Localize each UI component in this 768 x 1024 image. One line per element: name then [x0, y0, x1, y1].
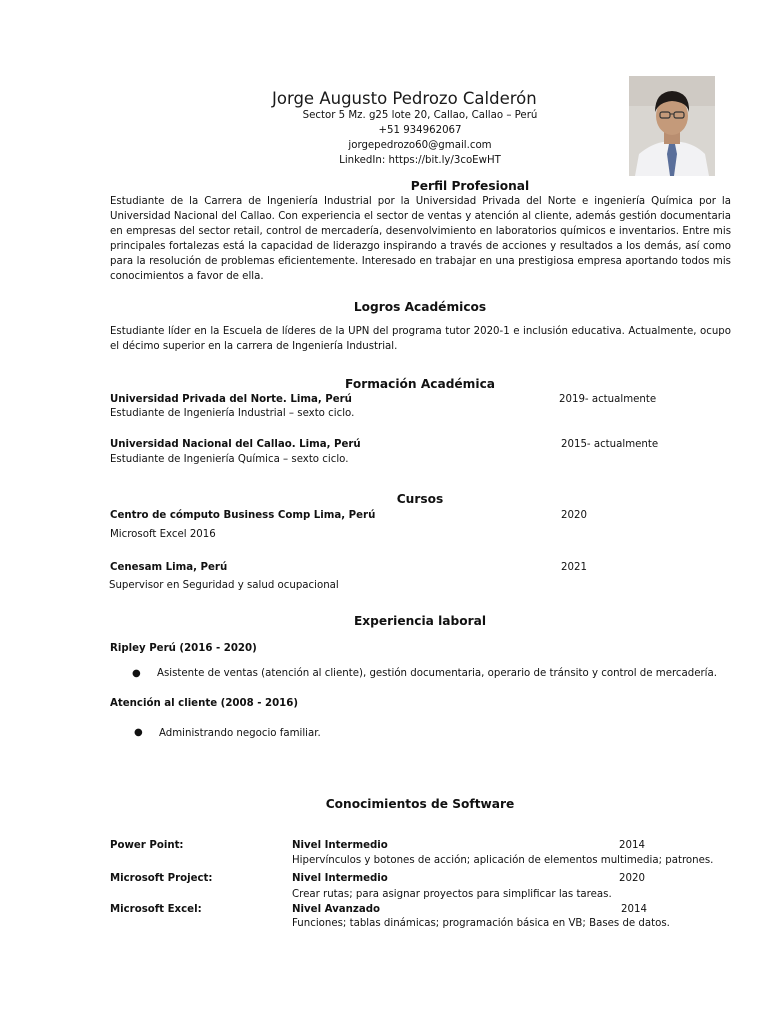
address: Sector 5 Mz. g25 lote 20, Callao, Callao – Perú [302, 110, 538, 121]
profile-photo [629, 76, 715, 176]
perfil-text: Estudiante de la Carrera de Ingeniería Industrial por la Universidad Privada del Norte e ingeniería Química por la Universidad Nacional del Callao. Con experiencia el sector de ventas y atención al cliente, además gestión documentaria en empresas del sector retail, control de mercadería, desenvolvimiento en laboratorios químicos e inventarios. Entre mis principales fortalezas está la capacidad de liderazgo inspirando a través de acciones y resultados a los demás, así como para la resolución de problemas eficientemente. Interesado en trabajar en una prestigiosa empresa aportando todos mis conocimientos a favor de ella. [110, 196, 731, 282]
course-institution: Cenesam Lima, Perú [110, 562, 228, 573]
education-institution: Universidad Privada del Norte. Lima, Perú [110, 394, 352, 405]
course-detail: Supervisor en Seguridad y salud ocupacional [109, 580, 339, 591]
software-level: Nivel Avanzado [292, 904, 380, 915]
job-heading: Atención al cliente (2008 - 2016) [110, 698, 299, 709]
software-year: 2014 [619, 840, 645, 851]
logros-text: Estudiante líder en la Escuela de líderes de la UPN del programa tutor 2020-1 e inclusión educativa. Actualmente, ocupo el décimo superior en la carrera de Ingeniería Industrial. [110, 326, 731, 352]
linkedin: LinkedIn: https://bit.ly/3coEwHT [339, 155, 501, 166]
course-detail: Microsoft Excel 2016 [110, 529, 216, 540]
education-date: 2019- actualmente [559, 394, 657, 405]
section-title-logros: Logros Académicos [353, 300, 487, 314]
candidate-name: Jorge Augusto Pedrozo Calderón [272, 89, 537, 108]
section-title-software: Conocimientos de Software [325, 797, 515, 811]
course-date: 2020 [561, 510, 587, 521]
software-detail: Crear rutas; para asignar proyectos para simplificar las tareas. [292, 889, 612, 900]
software-year: 2014 [621, 904, 647, 915]
software-level: Nivel Intermedio [292, 873, 388, 884]
email: jorgepedrozo60@gmail.com [348, 140, 492, 151]
course-date: 2021 [561, 562, 587, 573]
section-title-cursos: Cursos [396, 492, 444, 506]
bullet-icon: ● [132, 668, 141, 679]
bullet-icon: ● [134, 727, 143, 738]
software-year: 2020 [619, 873, 645, 884]
job-bullet: Asistente de ventas (atención al cliente), gestión documentaria, operario de tránsito y control de mercadería. [157, 668, 717, 679]
software-detail: Funciones; tablas dinámicas; programación básica en VB; Bases de datos. [292, 918, 670, 929]
job-heading: Ripley Perú (2016 - 2020) [110, 643, 257, 654]
education-institution: Universidad Nacional del Callao. Lima, Perú [110, 439, 361, 450]
software-name: Microsoft Project: [110, 873, 213, 884]
section-title-experiencia: Experiencia laboral [353, 614, 487, 628]
course-institution: Centro de cómputo Business Comp Lima, Perú [110, 510, 376, 521]
job-bullet: Administrando negocio familiar. [159, 728, 321, 739]
software-name: Power Point: [110, 840, 184, 851]
education-detail: Estudiante de Ingeniería Industrial – sexto ciclo. [110, 408, 355, 419]
education-detail: Estudiante de Ingeniería Química – sexto ciclo. [110, 454, 349, 465]
phone: +51 934962067 [378, 125, 462, 136]
education-date: 2015- actualmente [561, 439, 659, 450]
section-title-formacion: Formación Académica [344, 377, 496, 391]
software-detail: Hipervínculos y botones de acción; aplicación de elementos multimedia; patrones. [292, 855, 714, 866]
software-name: Microsoft Excel: [110, 904, 202, 915]
software-level: Nivel Intermedio [292, 840, 388, 851]
section-title-perfil: Perfil Profesional [410, 179, 530, 193]
